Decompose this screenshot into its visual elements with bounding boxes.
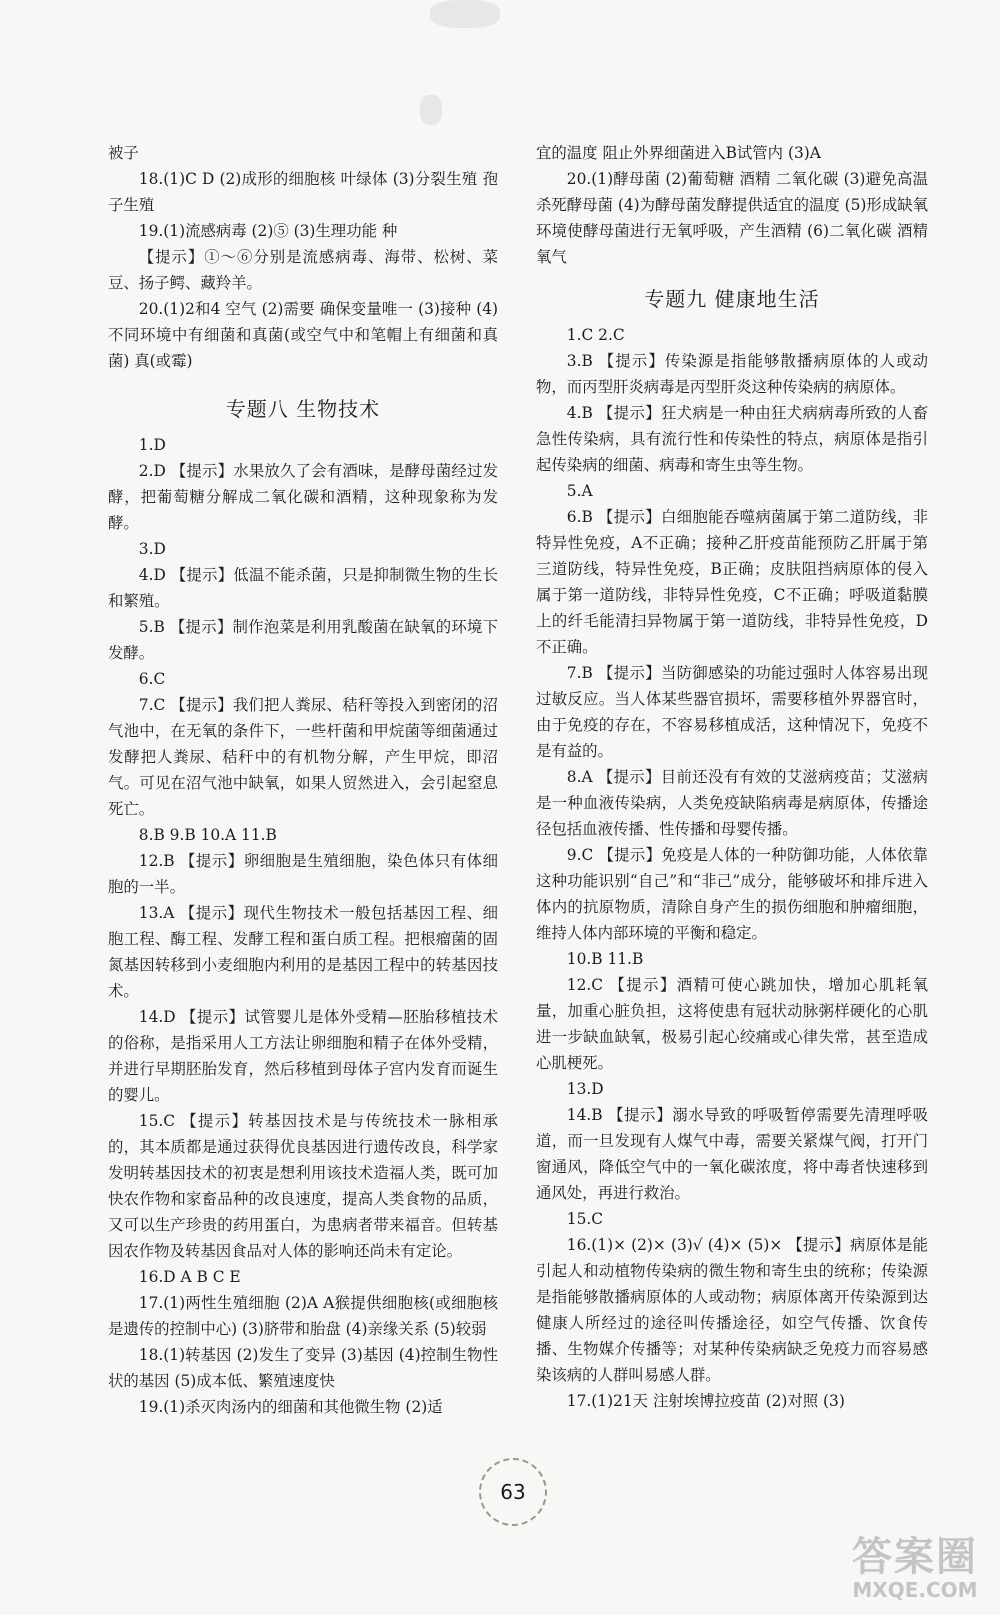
answer-paragraph: 19.(1)杀灭肉汤内的细菌和其他微生物 (2)适 bbox=[138, 1398, 443, 1416]
answer-paragraph: 【提示】①～⑥分别是流感病毒、海带、松树、菜豆、扬子鳄、藏羚羊。 bbox=[108, 248, 498, 292]
answer-paragraph: 14.B 【提示】溺水导致的呼吸暂停需要先清理呼吸道，而一旦发现有人煤气中毒，需要关紧煤气阀，打开门窗通风，降低空气中的一氧化碳浓度，将中毒者快速移到通风处，再进行救治。 bbox=[536, 1106, 928, 1202]
answer-paragraph: 20.(1)酵母菌 (2)葡萄糖 酒精 二氧化碳 (3)避免高温杀死酵母菌 (4)为酵母菌发酵提供适宜的温度 (5)形成缺氧环境使酵母菌进行无氧呼吸，产生酒精 (6)二氧化碳 酒精 氧气 bbox=[536, 170, 928, 266]
answer-paragraph: 18.(1)C D (2)成形的细胞核 叶绿体 (3)分裂生殖 孢子生殖 bbox=[108, 170, 498, 214]
answer-paragraph: 5.B 【提示】制作泡菜是利用乳酸菌在缺氧的环境下发酵。 bbox=[108, 618, 498, 662]
answer-paragraph: 12.C 【提示】酒精可使心跳加快，增加心肌耗氧量，加重心脏负担，这将使患有冠状动脉粥样硬化的心肌进一步缺血缺氧，极易引起心绞痛或心律失常，甚至造成心肌梗死。 bbox=[536, 976, 928, 1072]
answer-paragraph: 宜的温度 阻止外界细菌进入B试管内 (3)A bbox=[536, 144, 821, 162]
answer-paragraph: 2.D 【提示】水果放久了会有酒味，是酵母菌经过发酵，把葡萄糖分解成二氧化碳和酒精，这种现象称为发酵。 bbox=[108, 462, 498, 532]
answer-paragraph: 被子 bbox=[108, 144, 139, 162]
watermark-url: MXQE.COM bbox=[852, 1578, 978, 1602]
scan-smudge bbox=[430, 0, 500, 28]
answer-paragraph: 4.B 【提示】狂犬病是一种由狂犬病病毒所致的人畜急性传染病，具有流行性和传染性的特点，病原体是指引起传染病的细菌、病毒和寄生虫等生物。 bbox=[536, 404, 928, 474]
answer-paragraph: 10.B 11.B bbox=[566, 950, 644, 968]
answer-paragraph: 5.A bbox=[566, 482, 593, 500]
answer-paragraph: 14.D 【提示】试管婴儿是体外受精—胚胎移植技术的俗称，是指采用人工方法让卵细胞和精子在体外受精，并进行早期胚胎发育，然后移植到母体子宫内发育而诞生的婴儿。 bbox=[108, 1008, 498, 1104]
answer-paragraph: 1.D bbox=[138, 436, 166, 454]
section-heading: 专题八 生物技术 bbox=[225, 397, 381, 421]
answer-paragraph: 6.B 【提示】白细胞能吞噬病菌属于第二道防线，非特异性免疫，A不正确；接种乙肝疫苗能预防乙肝属于第三道防线，特异性免疫，B正确；皮肤阻挡病原体的侵入属于第一道防线，非特异性免疫，C不正确；呼吸道黏膜上的纤毛能清扫异物属于第一道防线，非特异性免疫，D不正确。 bbox=[536, 508, 928, 656]
page-number-badge bbox=[479, 1458, 547, 1526]
answer-paragraph: 17.(1)21天 注射埃博拉疫苗 (2)对照 (3) bbox=[566, 1392, 845, 1410]
answer-paragraph: 8.A 【提示】目前还没有有效的艾滋病疫苗；艾滋病是一种血液传染病，人类免疫缺陷病毒是病原体，传播途径包括血液传播、性传播和母婴传播。 bbox=[536, 768, 928, 838]
page-number: 63 bbox=[500, 1480, 526, 1504]
answer-paragraph: 17.(1)两性生殖细胞 (2)A A猴提供细胞核(或细胞核是遗传的控制中心) (3)脐带和胎盘 (4)亲缘关系 (5)较弱 bbox=[108, 1294, 498, 1338]
answer-paragraph: 7.B 【提示】当防御感染的功能过强时人体容易出现过敏反应。当人体某些器官损坏，需要移植外界器官时，由于免疫的存在，不容易移植成活，这种情况下，免疫不是有益的。 bbox=[536, 664, 928, 760]
scan-smudge bbox=[420, 95, 442, 125]
answer-paragraph: 13.D bbox=[566, 1080, 604, 1098]
watermark-logo bbox=[840, 1535, 990, 1605]
answer-paragraph: 3.D bbox=[138, 540, 166, 558]
answer-paragraph: 15.C 【提示】转基因技术是与传统技术一脉相承的，其本质都是通过获得优良基因进行遗传改良，科学家发明转基因技术的初衷是想利用该技术造福人类，既可加快农作物和家畜品种的改良速度，提高人类食物的品质，又可以生产珍贵的药用蛋白，为患病者带来福音。但转基因农作物及转基因食品对人体的影响还尚未有定论。 bbox=[108, 1112, 498, 1260]
answer-paragraph: 16.D A B C E bbox=[138, 1268, 241, 1286]
answer-paragraph: 9.C 【提示】免疫是人体的一种防御功能，人体依靠这种功能识别“自己”和“非己”成分，能够破坏和排斥进入体内的抗原物质，清除自身产生的损伤细胞和肿瘤细胞，维持人体内部环境的平衡和稳定。 bbox=[536, 846, 928, 942]
answer-paragraph: 19.(1)流感病毒 (2)⑤ (3)生理功能 种 bbox=[138, 222, 398, 240]
left-column bbox=[108, 140, 498, 1420]
answer-paragraph: 6.C bbox=[138, 670, 166, 688]
answer-paragraph: 8.B 9.B 10.A 11.B bbox=[138, 826, 277, 844]
answer-paragraph: 16.(1)× (2)× (3)√ (4)× (5)× 【提示】病原体是能引起人和动植物传染病的微生物和寄生虫的统称；传染源是指能够散播病原体的人或动物；病原体离开传染源到达健康人所经过的途径叫传播途径，如空气传播、饮食传播、生物媒介传播等；对某种传染病缺乏免疫力而容易感染该病的人群叫易感人群。 bbox=[536, 1236, 928, 1384]
answer-paragraph: 3.B 【提示】传染源是指能够散播病原体的人或动物，而丙型肝炎病毒是丙型肝炎这种传染病的病原体。 bbox=[536, 352, 928, 396]
right-column bbox=[536, 140, 928, 1414]
section-heading: 专题九 健康地生活 bbox=[644, 287, 820, 311]
answer-paragraph: 13.A 【提示】现代生物技术一般包括基因工程、细胞工程、酶工程、发酵工程和蛋白质工程。把根瘤菌的固氮基因转移到小麦细胞内利用的是基因工程中的转基因技术。 bbox=[108, 904, 498, 1000]
answer-paragraph: 12.B 【提示】卵细胞是生殖细胞，染色体只有体细胞的一半。 bbox=[108, 852, 498, 896]
answer-paragraph: 4.D 【提示】低温不能杀菌，只是抑制微生物的生长和繁殖。 bbox=[108, 566, 498, 610]
answer-paragraph: 18.(1)转基因 (2)发生了变异 (3)基因 (4)控制生物性状的基因 (5)成本低、繁殖速度快 bbox=[108, 1346, 498, 1390]
answer-paragraph: 20.(1)2和4 空气 (2)需要 确保变量唯一 (3)接种 (4)不同环境中有细菌和真菌(或空气中和笔帽上有细菌和真菌) 真(或霉) bbox=[108, 300, 498, 370]
answer-paragraph: 7.C 【提示】我们把人粪尿、秸秆等投入到密闭的沼气池中，在无氧的条件下，一些杆菌和甲烷菌等细菌通过发酵把人粪尿、秸秆中的有机物分解，产生甲烷，即沼气。可见在沼气池中缺氧，如果人贸然进入，会引起窒息死亡。 bbox=[108, 696, 498, 818]
answer-paragraph: 15.C bbox=[566, 1210, 604, 1228]
answer-paragraph: 1.C 2.C bbox=[566, 326, 625, 344]
watermark-title: 答案圈 bbox=[852, 1534, 978, 1580]
